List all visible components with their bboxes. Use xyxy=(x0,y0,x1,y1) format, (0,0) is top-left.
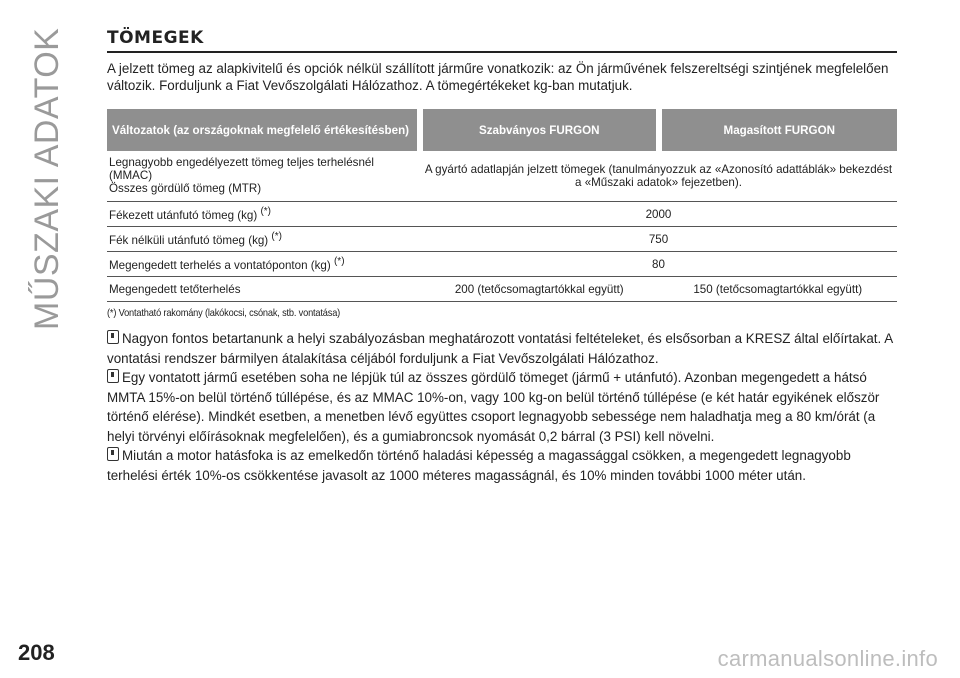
header-standard-van: Szabványos FURGON xyxy=(420,109,659,151)
row-label-text: Megengedett terhelés a vontatóponton (kg) xyxy=(109,258,331,272)
page-number: 208 xyxy=(18,640,55,665)
footnote-mark: (*) xyxy=(260,206,272,218)
roof-load-standard: 200 (tetőcsomagtartókkal együtt) xyxy=(420,277,659,302)
row-label-roof: Megengedett tetőterhelés xyxy=(107,277,420,302)
section-title: TÖMEGEK xyxy=(107,28,897,53)
page-content xyxy=(107,28,897,485)
table-row xyxy=(107,277,897,302)
warning-text: Nagyon fontos betartanunk a helyi szabályozásban meghatározott vontatási feltételeket, és elsősorban a KRESZ által előírtakat. A vontatási rendszer bármilyen átalakítása céljából forduljunk a Fiat Vevőszolgálati Hálózathoz. xyxy=(107,331,893,366)
row-value-mmac: A gyártó adatlapján jelzett tömegek (tanulmányozzuk az «Azonosító adattáblák» bekezdést a «Műszaki adatok» fejezetben). xyxy=(420,151,897,202)
row-value: 2000 xyxy=(420,202,897,227)
footnote-mark: (*) xyxy=(271,231,282,243)
row-label-line: Összes gördülő tömeg (MTR) xyxy=(109,182,262,195)
weights-table xyxy=(107,109,897,302)
row-label-line: (MMAC) xyxy=(109,169,153,182)
table-footnote: (*) Vontatható rakomány (lakókocsi, csónak, stb. vontatása) xyxy=(107,307,341,319)
warning-icon xyxy=(107,447,119,461)
row-label xyxy=(107,202,420,227)
row-label xyxy=(107,227,420,252)
header-raised-van: Magasított FURGON xyxy=(659,109,898,151)
intro-paragraph: A jelzett tömeg az alapkivitelű és opciók nélkül szállított járműre vonatkozik: az Ön járművének felszereltségi szintjének megfelelően változik. Forduljunk a Fiat Vevőszolgálati Hálózathoz. A tömegértékeket kg-ban mutatjuk. xyxy=(107,61,889,93)
warning-text: Egy vontatott jármű esetében soha ne lépjük túl az összes gördülő tömeget (jármű + utánfutó). Azonban megengedett a hátsó MMTA 15%-on belül történő túllépése, és az MMAC 10%-on, vagy 100 kg-on belül történő túllépése (e két határ egyikének először történő elérése). Mindkét esetben, a menetben lévő együttes csoport legnagyobb sebessége nem haladhatja meg a 80 km/órát (a helyi törvényi előírásoknak megfelelően), és a gumiabroncsok nyomását 0,2 bárral (3 PSI) kell növelni. xyxy=(107,370,880,444)
warning-paragraph xyxy=(107,329,897,485)
table-row xyxy=(107,202,897,227)
watermark: carmanualsonline.info xyxy=(717,646,938,671)
table-row xyxy=(107,151,897,202)
warning-icon xyxy=(107,330,119,344)
row-label xyxy=(107,252,420,277)
row-value: 750 xyxy=(420,227,897,252)
row-label-text: Fékezett utánfutó tömeg (kg) xyxy=(109,208,258,222)
table-row xyxy=(107,227,897,252)
row-label-mmac xyxy=(107,151,420,202)
warning-text: Miután a motor hatásfoka is az emelkedőn történő haladási képesség a magassággal csökken, a megengedett legnagyobb terhelési érték 10%-os csökkentése javasolt az 1000 méteres magasságnál, és 10% minden további 1000 méter után. xyxy=(107,448,851,483)
row-label-line: Legnagyobb engedélyezett tömeg teljes terhelésnél xyxy=(109,156,374,169)
warning-icon xyxy=(107,369,119,383)
header-versions: Változatok (az országoknak megfelelő értékesítésben) xyxy=(107,109,420,151)
roof-load-raised: 150 (tetőcsomagtartókkal együtt) xyxy=(659,277,898,302)
chapter-side-title: MŰSZAKI ADATOK xyxy=(28,27,66,330)
table-row xyxy=(107,252,897,277)
footnote-mark: (*) xyxy=(333,256,345,268)
table-header-row xyxy=(107,109,897,151)
row-value: 80 xyxy=(420,252,897,277)
row-label-text: Fék nélküli utánfutó tömeg (kg) xyxy=(109,233,269,247)
